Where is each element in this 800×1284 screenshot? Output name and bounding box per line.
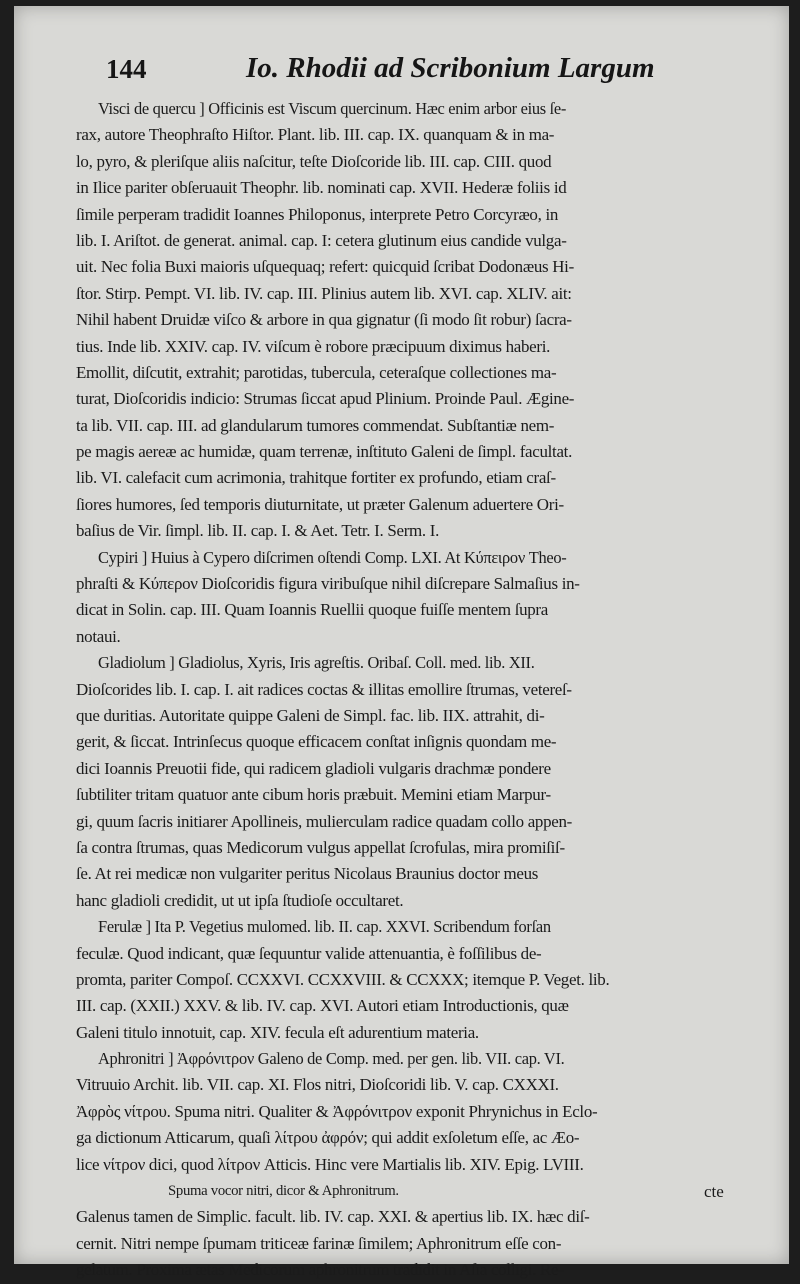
text-line: Emollit, diſcutit, extrahit; parotidas, tubercula, ceteraſque collectiones ma- <box>76 362 557 382</box>
text-line: ga dictionum Atticarum, quaſi λίτρου ἀφρόν; qui addit exſoletum eſſe, ac Æo- <box>76 1128 580 1148</box>
text-line: notaui. <box>76 626 121 646</box>
text-line: cernit. Nitri nempe ſpumam triticeæ farinæ ſimilem; Aphronitrum eſſe con- <box>76 1233 562 1253</box>
text-line: Ferulæ ] Ita P. Vegetius mulomed. lib. II. cap. XXVI. Scribendum forſan <box>98 917 551 937</box>
text-body <box>76 96 786 1284</box>
text-line: promta, pariter Compoſ. CCXXVI. CCXXVIII. & CCXXX; itemque P. Veget. lib. <box>76 969 610 989</box>
text-line: feculæ. Quod indicant, quæ ſequuntur valide attenuantia, è foſſilibus de- <box>76 943 542 963</box>
text-line: lice νίτρον dici, quod λίτρον Atticis. Hinc vere Martialis lib. XIV. Epig. LVIII. <box>76 1154 584 1174</box>
text-line: lib. VI. calefacit cum acrimonia, trahitque fortiter ex profundo, etiam craſ- <box>76 468 556 488</box>
text-line: turat, Dioſcoridis indicio: Strumas ſiccat apud Plinium. Proinde Paul. Ægine- <box>76 389 575 409</box>
text-line: Nihil habent Druidæ viſco & arbore in qua gignatur (ſi modo ſit robur) ſacra- <box>76 310 572 330</box>
text-line: pe magis aereæ ac humidæ, quam terrenæ, inſtituto Galeni de ſimpl. facultat. <box>76 442 573 462</box>
text-line: ſubtiliter tritam quatuor ante cibum horis præbuit. Memini etiam Marpur- <box>76 785 551 805</box>
text-line: Vitruuio Archit. lib. VII. cap. XI. Flos nitri, Dioſcoridi lib. V. cap. CXXXI. <box>76 1075 559 1095</box>
text-line: hanc gladioli credidit, ut ut ipſa ſtudioſe occultaret. <box>76 890 404 910</box>
text-line: Aphronitri ] Ἀφρόνιτρον Galeno de Comp. med. per gen. lib. VII. cap. VI. <box>98 1049 565 1069</box>
text-line: uit. Nec folia Buxi maioris uſquequaq; refert: quicquid ſcribat Dodonæus Hi- <box>76 257 574 277</box>
text-line: Galeni titulo innotuit, cap. XIV. fecula eſt adurentium materia. <box>76 1022 479 1042</box>
text-line: Visci de quercu ] Officinis est Viscum quercinum. Hæc enim arbor eius ſe- <box>98 99 567 118</box>
text-line: gerit, & ſiccat. Intrinſecus quoque efficacem conſtat inſignis quondam me- <box>76 732 557 752</box>
text-line: gelatum. Proxima ætas Medicorum aphronitrum tradidit in Aſia colligi. Re- <box>76 1260 564 1280</box>
text-line: que duritias. Autoritate quippe Galeni de Simpl. fac. lib. IIX. attrahit, di- <box>76 705 545 725</box>
text-line: ſtor. Stirp. Pempt. VI. lib. IV. cap. III. Plinius autem lib. XVI. cap. XLIV. ait: <box>76 283 572 303</box>
page-header <box>96 50 696 86</box>
catchword: cte <box>704 1182 724 1201</box>
text-line: Spuma vocor nitri, dicor & Aphronitrum. <box>168 1183 399 1200</box>
book-page <box>14 6 789 1280</box>
text-line: lib. I. Ariſtot. de generat. animal. cap. I: cetera glutinum eius candide vulga- <box>76 230 567 250</box>
text-line: rax, autore Theophraſto Hiſtor. Plant. lib. III. cap. IX. quanquam & in ma- <box>76 125 555 145</box>
text-line: ſiores humores, ſed temporis diuturnitate, ut præter Galenum aduertere Ori- <box>76 494 564 514</box>
text-line: ſe. At rei medicæ non vulgariter peritus Nicolaus Braunius doctor meus <box>76 864 539 884</box>
text-line: dici Ioannis Preuotii fide, qui radicem gladioli vulgaris drachmæ pondere <box>76 758 551 778</box>
text-line: baſius de Vir. ſimpl. lib. II. cap. I. & Aet. Tetr. I. Serm. I. <box>76 521 440 541</box>
text-line: III. cap. (XXII.) XXV. & lib. IV. cap. XVI. Autori etiam Introductionis, quæ <box>76 996 569 1016</box>
text-line: Gladiolum ] Gladiolus, Xyris, Iris agreſtis. Oribaſ. Coll. med. lib. XII. <box>98 653 535 673</box>
text-line: tius. Inde lib. XXIV. cap. IV. viſcum è robore præcipuum diximus haberi. <box>76 336 551 356</box>
text-line: gi, quum ſacris initiarer Apollineis, mulierculam radice quadam collo appen- <box>76 811 572 831</box>
text-line: lo, pyro, & pleriſque aliis naſcitur, teſte Dioſcoride lib. III. cap. CIII. quod <box>76 151 552 171</box>
text-line: dicat in Solin. cap. III. Quam Ioannis Ruellii quoque fuiſſe mentem ſupra <box>76 600 548 620</box>
text-line: Dioſcorides lib. I. cap. I. ait radices coctas & illitas emollire ſtrumas, vetereſ- <box>76 679 572 699</box>
text-line: Galenus tamen de Simplic. facult. lib. IV. cap. XXI. & apertius lib. IX. hæc diſ- <box>76 1207 590 1227</box>
text-line: ta lib. VII. cap. III. ad glandularum tumores commendat. Subſtantiæ nem- <box>76 415 555 435</box>
text-line: in Ilice pariter obſeruauit Theophr. lib. nominati cap. XVII. Hederæ foliis id <box>76 178 567 198</box>
text-line: Ἀφρὸς νίτρου. Spuma nitri. Qualiter & Ἀφρόνιτρον exponit Phrynichus in Eclo- <box>76 1101 598 1121</box>
running-title: Io. Rhodii ad Scribonium Largum <box>246 52 655 84</box>
text-line: ſimile perperam tradidit Ioannes Philoponus, interprete Petro Corcyræo, in <box>76 204 559 224</box>
text-line: phraſti & Κύπερον Dioſcoridis figura viribuſque nihil diſcrepare Salmaſius in- <box>76 574 580 594</box>
page-number: 144 <box>106 54 147 84</box>
text-line: Cypiri ] Huius à Cypero diſcrimen oſtendi Comp. LXI. At Κύπειρον Theo- <box>98 547 567 567</box>
text-line: ſa contra ſtrumas, quas Medicorum vulgus appellat ſcrofulas, mira promiſiſ- <box>76 837 565 857</box>
